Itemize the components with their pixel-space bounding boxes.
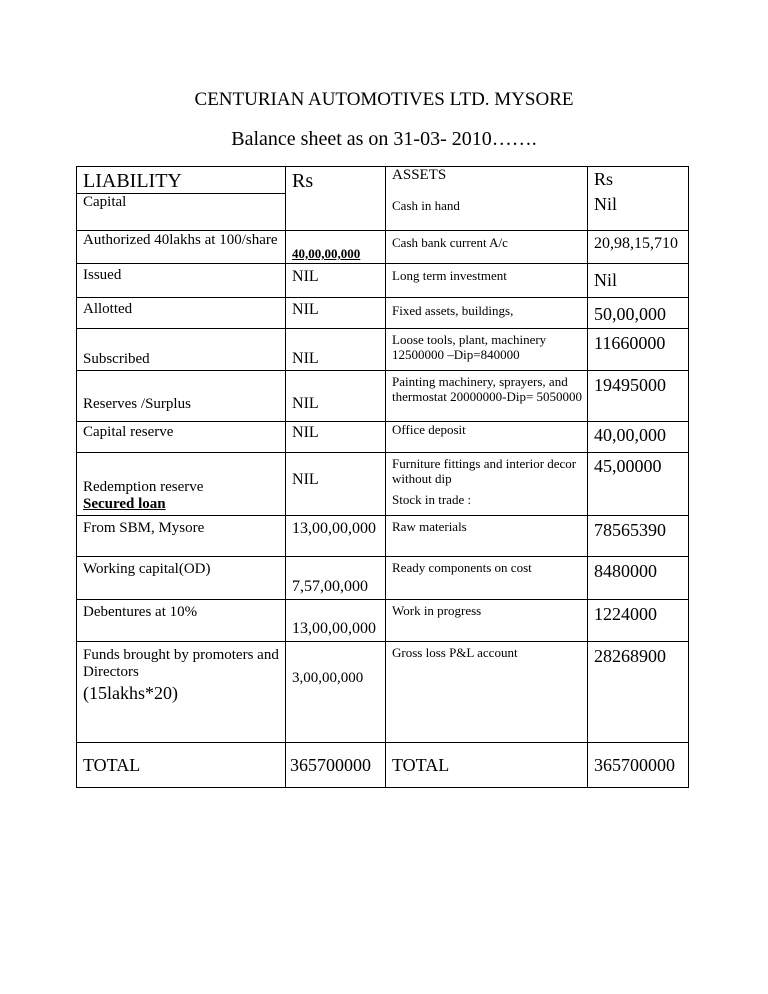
liability-value: NIL [286,329,386,371]
balance-sheet-table [76,166,689,788]
table-row [77,557,689,600]
asset-value: 11660000 [587,329,688,371]
liability-value: 13,00,00,000 [286,516,386,557]
asset-value: 20,98,15,710 [587,231,688,264]
asset-value: 28268900 [587,642,688,743]
table-row [77,453,689,516]
liability-cell: Allotted [77,298,286,329]
liability-cell [77,453,286,516]
secured-loan-heading: Secured loan [83,496,166,512]
total-row [77,743,689,788]
asset-value: 1224000 [587,600,688,642]
liability-value: 13,00,00,000 [286,600,386,642]
liability-value: NIL [286,371,386,422]
table-row [77,264,689,298]
asset-cell: Long term investment [386,264,588,298]
asset-cell: Work in progress [386,600,588,642]
asset-cell: Painting machinery, sprayers, and thermostat 20000000-Dip= 5050000 [386,371,588,422]
asset-value: 19495000 [587,371,688,422]
asset-label: Furniture fittings and interior decor without dip [392,456,577,486]
asset-value: 45,00000 [587,453,688,516]
asset-cell: Raw materials [386,516,588,557]
liability-cell: Working capital(OD) [77,557,286,600]
asset-value: Nil [587,194,688,231]
asset-cell: Ready components on cost [386,557,588,600]
liability-value: NIL [286,264,386,298]
header-rs-assets: Rs [587,167,688,194]
liability-value: NIL [286,298,386,329]
table-row [77,298,689,329]
liability-label-calc: (15lakhs*20) [83,683,178,703]
header-assets: ASSETS [386,167,588,194]
asset-cell: Fixed assets, buildings, [386,298,588,329]
asset-total-value: 365700000 [587,743,688,788]
liability-cell: From SBM, Mysore [77,516,286,557]
liability-value: NIL [286,422,386,453]
asset-value: 78565390 [587,516,688,557]
liability-cell [77,642,286,743]
table-header-row [77,167,689,194]
liability-value: 3,00,00,000 [286,642,386,743]
header-liability: LIABILITY [77,167,286,194]
table-row [77,194,689,231]
asset-value: Nil [587,264,688,298]
stock-in-trade-heading: Stock in trade : [392,492,472,507]
liability-value [286,194,386,231]
table-row [77,516,689,557]
asset-value: 8480000 [587,557,688,600]
asset-cell: Office deposit [386,422,588,453]
table-row [77,600,689,642]
liability-cell: Capital [77,194,286,231]
asset-total-label: TOTAL [386,743,588,788]
liability-cell: Subscribed [77,329,286,371]
liability-cell: Reserves /Surplus [77,371,286,422]
asset-cell: Cash in hand [386,194,588,231]
table-row [77,329,689,371]
company-title: CENTURIAN AUTOMOTIVES LTD. MYSORE [194,89,574,110]
liability-cell: Issued [77,264,286,298]
liability-cell: Capital reserve [77,422,286,453]
asset-value: 50,00,000 [587,298,688,329]
liability-label: Redemption reserve [83,479,204,495]
table-row [77,422,689,453]
asset-cell: Gross loss P&L account [386,642,588,743]
asset-value: 40,00,000 [587,422,688,453]
asset-cell [386,453,588,516]
liability-value: 7,57,00,000 [286,557,386,600]
sheet-subtitle: Balance sheet as on 31-03- 2010……. [231,128,537,150]
asset-cell: Loose tools, plant, machinery 12500000 –Dip=840000 [386,329,588,371]
liability-cell: Debentures at 10% [77,600,286,642]
liability-label: Funds brought by promoters and Directors [83,647,279,680]
liability-value: 40,00,00,000 [286,231,386,264]
asset-cell: Cash bank current A/c [386,231,588,264]
liability-total-label: TOTAL [77,743,286,788]
table-row [77,231,689,264]
table-row [77,642,689,743]
liability-cell: Authorized 40lakhs at 100/share [77,231,286,264]
table-row [77,371,689,422]
liability-value: NIL [286,453,386,516]
liability-total-value: 365700000 [286,743,386,788]
header-rs-liability: Rs [286,167,386,194]
